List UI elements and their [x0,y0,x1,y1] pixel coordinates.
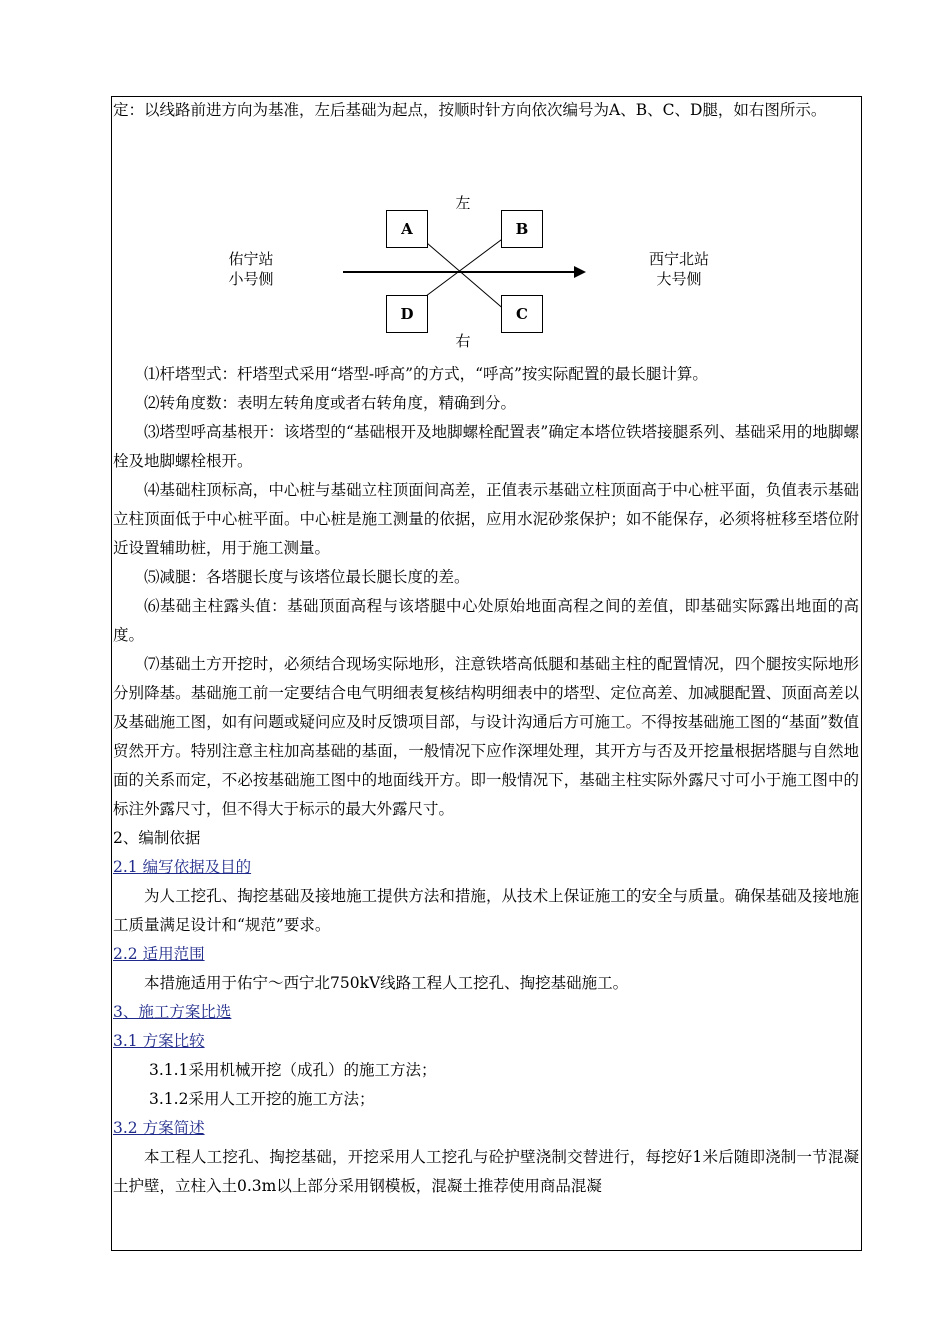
section-3-2-heading: 3.2 方案简述 [113,1119,205,1137]
diagram-lines [113,125,859,360]
section-2-2-heading: 2.2 适用范围 [113,945,205,963]
table-bottom-rule [111,1250,862,1251]
item-6: ⑹基础主柱露头值：基础顶面高程与该塔腿中心处原始地面高程之间的差值，即基础实际露出地面的高度。 [113,597,859,644]
item-3: ⑶塔型呼高基根开：该塔型的“基础根开及地脚螺栓配置表”确定本塔位铁塔接腿系列、基础采用的地脚螺栓及地脚螺栓根开。 [113,423,859,470]
leg-b-box: B [501,210,543,248]
right-station-side: 大号侧 [656,270,702,288]
left-station-side: 小号侧 [228,270,274,288]
item-4: ⑷基础柱顶标高，中心桩与基础立柱顶面间高差，正值表示基础立柱顶面高于中心桩平面，负值表示基础立柱顶面低于中心桩平面。中心桩是施工测量的依据，应用水泥砂浆保护；如不能保存，必须将桩移至塔位附近设置辅助桩，用于施工测量。 [113,481,859,557]
section-3-1-heading: 3.1 方案比较 [113,1032,205,1050]
item-5: ⑸减腿：各塔腿长度与该塔位最长腿长度的差。 [144,568,470,586]
section-3-1-option-1: 3.1.1采用机械开挖（成孔）的施工方法； [149,1061,437,1079]
section-3-2-body: 本工程人工挖孔、掏挖基础，开挖采用人工挖孔与砼护壁浇制交替进行，每挖好1米后随即浇制一节混凝土护壁，立柱入土0.3m以上部分采用钢模板，混凝土推荐使用商品混凝 [113,1148,859,1195]
left-station-label [221,249,281,289]
leg-a-box: A [386,210,428,248]
section-2-1-heading: 2.1 编写依据及目的 [113,858,252,876]
leg-d-box: D [386,295,428,333]
leg-numbering-diagram [113,125,859,360]
item-2: ⑵转角度数：表明左转角度或者右转角度，精确到分。 [144,394,517,412]
section-2-1-body: 为人工挖孔、掏挖基础及接地施工提供方法和措施，从技术上保证施工的安全与质量。确保基础及接地施工质量满足设计和“规范”要求。 [113,887,859,934]
left-station-name: 佑宁站 [228,250,274,268]
section-3-1-option-2: 3.1.2采用人工开挖的施工方法； [149,1090,375,1108]
document-body [113,96,859,1201]
leg-c-box: C [501,295,543,333]
right-station-name: 西宁北站 [648,250,709,268]
item-7: ⑺基础土方开挖时，必须结合现场实际地形，注意铁塔高低腿和基础主柱的配置情况，四个腿按实际地形分别降基。基础施工前一定要结合电气明细表复核结构明细表中的塔型、定位高差、加减腿配置、顶面高差以及基础施工图，如有问题或疑问应及时反馈项目部，与设计沟通后方可施工。不得按基础施工图的“基面”数值贸然开方。特别注意主柱加高基础的基面，一般情况下应作深埋处理，其开方与否及开挖量根据塔腿与自然地面的关系而定，不必按基础施工图中的地面线开方。即一般情况下，基础主柱实际外露尺寸可小于施工图中的标注外露尺寸，但不得大于标示的最大外露尺寸。 [113,655,859,818]
right-station-label [639,249,719,289]
section-3-title: 3、施工方案比选 [113,1003,232,1021]
left-direction-label: 左 [455,194,471,212]
intro-paragraph: 定：以线路前进方向为基准，左后基础为起点，按顺时针方向依次编号为A、B、C、D腿，如右图所示。 [113,101,827,119]
item-1: ⑴杆塔型式：杆塔型式采用“塔型-呼高”的方式，“呼高”按实际配置的最长腿计算。 [144,365,708,383]
right-direction-label: 右 [455,332,471,350]
section-2-title: 2、编制依据 [113,829,201,847]
section-2-2-body: 本措施适用于佑宁～西宁北750kV线路工程人工挖孔、掏挖基础施工。 [144,974,629,992]
